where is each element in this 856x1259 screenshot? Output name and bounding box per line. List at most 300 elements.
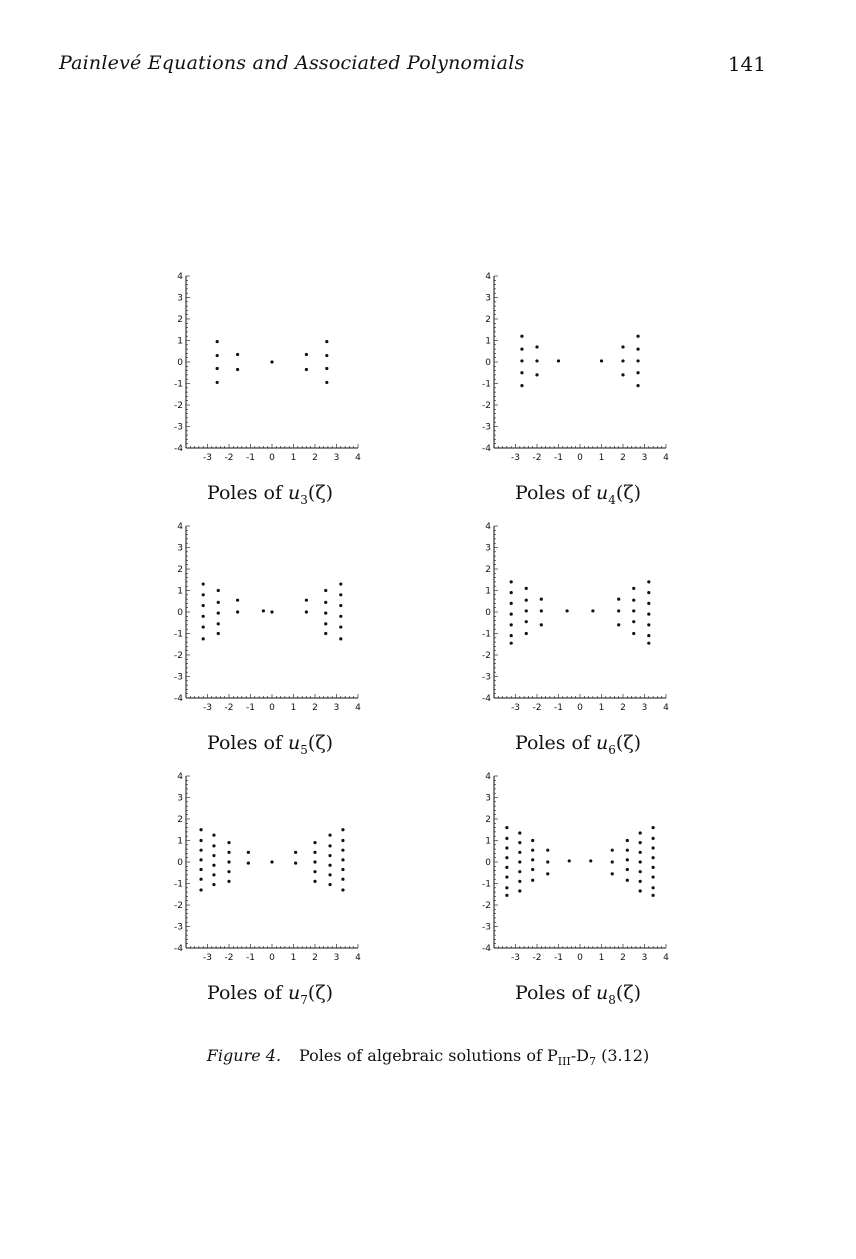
pole-point	[216, 367, 219, 370]
x-tick-label: -3	[511, 453, 520, 463]
pole-point	[313, 870, 316, 873]
pole-point	[236, 353, 239, 356]
pole-point	[325, 354, 328, 357]
figure-label: Figure 4.	[206, 1046, 282, 1065]
x-tick-label: 3	[333, 453, 340, 463]
pole-point	[324, 601, 327, 604]
pole-plot-u7	[170, 770, 370, 1020]
pole-point	[202, 637, 205, 640]
pole-point	[626, 858, 629, 861]
pole-point	[535, 345, 538, 348]
y-tick-label: 4	[177, 272, 183, 282]
x-tick-label: -2	[532, 703, 542, 713]
pole-point	[520, 359, 523, 362]
x-tick-label: 4	[355, 453, 361, 463]
pole-point	[227, 851, 230, 854]
pole-point	[632, 609, 635, 612]
x-tick-label: -1	[554, 953, 563, 963]
pole-point	[632, 632, 635, 635]
pole-point	[505, 894, 508, 897]
y-tick-label: -3	[174, 672, 183, 683]
x-tick-label: 0	[577, 703, 583, 713]
x-tick-label: -2	[532, 953, 542, 963]
y-tick-label: -4	[482, 944, 491, 954]
pole-point	[636, 348, 639, 351]
pole-point	[328, 844, 331, 847]
x-tick-label: 0	[577, 953, 583, 963]
pole-point	[520, 384, 523, 387]
pole-plot-u3	[170, 270, 370, 520]
x-tick-label: -2	[532, 453, 542, 463]
y-tick-label: -1	[482, 379, 491, 390]
pole-point	[199, 849, 202, 852]
x-tick-label: 2	[312, 953, 318, 963]
pole-point	[639, 841, 642, 844]
pole-point	[621, 359, 624, 362]
y-tick-label: 2	[177, 815, 183, 825]
pole-point	[531, 849, 534, 852]
x-tick-label: -2	[224, 703, 234, 713]
x-tick-label: 1	[290, 453, 297, 463]
pole-point	[652, 894, 655, 897]
pole-point	[217, 622, 220, 625]
pole-point	[632, 587, 635, 590]
x-tick-label: 4	[663, 953, 669, 963]
pole-point	[652, 875, 655, 878]
y-tick-label: -4	[174, 444, 183, 454]
pole-point	[313, 880, 316, 883]
pole-point	[227, 870, 230, 873]
pole-point	[202, 615, 205, 618]
plot-caption: Poles of $u_5(\zeta)$	[206, 732, 334, 757]
pole-point	[531, 858, 534, 861]
x-tick-label: -2	[224, 453, 234, 463]
plot-caption: Poles of $u_7(\zeta)$	[206, 982, 334, 1007]
x-tick-label: 3	[333, 703, 340, 713]
x-tick-label: 2	[620, 703, 626, 713]
pole-point	[199, 878, 202, 881]
pole-point	[647, 642, 650, 645]
y-tick-label: -2	[482, 401, 491, 411]
y-tick-label: 3	[485, 793, 491, 804]
x-tick-label: 0	[269, 703, 275, 713]
pole-point	[339, 625, 342, 628]
pole-point	[617, 609, 620, 612]
pole-point	[518, 841, 521, 844]
y-tick-label: -2	[482, 901, 491, 911]
pole-point	[520, 335, 523, 338]
pole-point	[313, 860, 316, 863]
pole-point	[505, 866, 508, 869]
pole-point	[341, 868, 344, 871]
y-tick-label: -1	[482, 879, 491, 890]
pole-point	[324, 589, 327, 592]
pole-point	[557, 359, 560, 362]
pole-point	[617, 623, 620, 626]
pole-plot-u6	[478, 520, 678, 770]
pole-point	[518, 831, 521, 834]
y-tick-label: 0	[177, 358, 183, 368]
pole-point	[247, 851, 250, 854]
x-tick-label: 2	[312, 703, 318, 713]
pole-point	[600, 359, 603, 362]
pole-point	[535, 359, 538, 362]
pole-point	[202, 593, 205, 596]
pole-point	[621, 345, 624, 348]
pole-point	[262, 609, 265, 612]
pole-point	[540, 598, 543, 601]
y-tick-label: 3	[485, 293, 491, 304]
y-tick-label: 4	[177, 522, 183, 532]
pole-point	[212, 834, 215, 837]
y-tick-label: 2	[485, 315, 491, 325]
y-tick-label: -3	[174, 422, 183, 433]
scatter-plot	[478, 270, 678, 470]
pole-point	[313, 851, 316, 854]
pole-point	[520, 371, 523, 374]
pole-point	[510, 602, 513, 605]
pole-point	[510, 591, 513, 594]
x-tick-label: 3	[641, 453, 648, 463]
pole-point	[199, 858, 202, 861]
y-tick-label: -4	[174, 944, 183, 954]
x-tick-label: 3	[641, 953, 648, 963]
y-tick-label: 0	[177, 858, 183, 868]
pole-point	[216, 340, 219, 343]
pole-plot-u5	[170, 520, 370, 770]
plot-caption: Poles of $u_6(\zeta)$	[514, 732, 642, 757]
pole-point	[510, 580, 513, 583]
y-tick-label: -2	[482, 651, 491, 661]
pole-point	[339, 582, 342, 585]
y-tick-label: 2	[485, 565, 491, 575]
pole-point	[341, 888, 344, 891]
pole-point	[518, 860, 521, 863]
y-tick-label: -1	[174, 379, 183, 390]
pole-point	[325, 381, 328, 384]
pole-point	[217, 589, 220, 592]
x-tick-label: -1	[246, 703, 255, 713]
x-tick-label: 0	[269, 453, 275, 463]
pole-point	[217, 601, 220, 604]
pole-point	[639, 860, 642, 863]
pole-point	[652, 866, 655, 869]
pole-point	[520, 348, 523, 351]
pole-point	[339, 593, 342, 596]
pole-point	[566, 609, 569, 612]
pole-point	[632, 620, 635, 623]
x-tick-label: 3	[333, 953, 340, 963]
pole-point	[639, 889, 642, 892]
scatter-plot	[170, 520, 370, 720]
y-tick-label: 0	[485, 858, 491, 868]
pole-point	[324, 622, 327, 625]
pole-point	[647, 580, 650, 583]
y-tick-label: 0	[177, 608, 183, 618]
pole-point	[647, 591, 650, 594]
pole-point	[546, 872, 549, 875]
pole-point	[325, 367, 328, 370]
x-tick-label: -3	[203, 703, 212, 713]
pole-point	[632, 599, 635, 602]
pole-point	[652, 826, 655, 829]
pole-point	[202, 582, 205, 585]
pole-point	[525, 620, 528, 623]
pole-point	[525, 587, 528, 590]
pole-point	[626, 839, 629, 842]
pole-point	[305, 599, 308, 602]
pole-point	[294, 861, 297, 864]
pole-point	[636, 371, 639, 374]
pole-point	[313, 841, 316, 844]
y-tick-label: -4	[174, 694, 183, 704]
pole-point	[227, 880, 230, 883]
pole-point	[328, 883, 331, 886]
pole-point	[339, 637, 342, 640]
x-tick-label: -1	[554, 453, 563, 463]
pole-point	[611, 860, 614, 863]
pole-point	[505, 826, 508, 829]
pole-point	[626, 879, 629, 882]
x-tick-label: -3	[511, 953, 520, 963]
pole-point	[270, 610, 273, 613]
x-tick-label: 1	[598, 703, 605, 713]
y-tick-label: 2	[485, 815, 491, 825]
pole-point	[202, 604, 205, 607]
figure-caption: Figure 4. Poles of algebraic solutions of $P_{III}-D_7$ (3.12)	[206, 1046, 650, 1069]
x-tick-label: -3	[511, 703, 520, 713]
pole-point	[535, 373, 538, 376]
pole-point	[531, 839, 534, 842]
y-tick-label: 2	[177, 565, 183, 575]
pole-point	[341, 858, 344, 861]
y-tick-label: -3	[174, 922, 183, 933]
pole-point	[525, 632, 528, 635]
y-tick-label: 4	[485, 522, 491, 532]
scatter-plot	[478, 770, 678, 970]
x-tick-label: 0	[577, 453, 583, 463]
x-tick-label: 2	[620, 453, 626, 463]
pole-point	[568, 859, 571, 862]
x-tick-label: 4	[663, 703, 669, 713]
x-tick-label: -1	[246, 953, 255, 963]
pole-point	[525, 609, 528, 612]
pole-point	[328, 854, 331, 857]
pole-point	[328, 873, 331, 876]
pole-point	[216, 354, 219, 357]
pole-point	[247, 861, 250, 864]
y-tick-label: -2	[174, 651, 183, 661]
running-title: Painlevé Equations and Associated Polynomials	[59, 52, 525, 74]
pole-point	[510, 642, 513, 645]
plot-caption: Poles of $u_3(\zeta)$	[206, 482, 334, 507]
pole-point	[639, 831, 642, 834]
pole-point	[324, 611, 327, 614]
y-tick-label: 4	[485, 272, 491, 282]
pole-point	[341, 849, 344, 852]
x-tick-label: -1	[554, 703, 563, 713]
pole-point	[328, 864, 331, 867]
pole-point	[510, 634, 513, 637]
pole-point	[636, 359, 639, 362]
x-tick-label: -3	[203, 453, 212, 463]
y-tick-label: 1	[485, 336, 491, 347]
y-tick-label: 2	[177, 315, 183, 325]
pole-point	[505, 886, 508, 889]
pole-point	[341, 828, 344, 831]
pole-point	[339, 604, 342, 607]
pole-point	[639, 870, 642, 873]
pole-point	[639, 880, 642, 883]
x-tick-label: 2	[620, 953, 626, 963]
pole-point	[647, 602, 650, 605]
x-tick-label: -3	[203, 953, 212, 963]
pole-point	[341, 839, 344, 842]
pole-point	[217, 611, 220, 614]
y-tick-label: 4	[485, 772, 491, 782]
x-tick-label: 3	[641, 703, 648, 713]
pole-point	[617, 598, 620, 601]
plot-caption: Poles of $u_8(\zeta)$	[514, 982, 642, 1007]
pole-point	[518, 880, 521, 883]
pole-point	[212, 883, 215, 886]
pole-point	[328, 834, 331, 837]
pole-point	[611, 849, 614, 852]
pole-point	[531, 879, 534, 882]
pole-point	[270, 860, 273, 863]
y-tick-label: 1	[485, 586, 491, 597]
pole-plot-u4	[478, 270, 678, 520]
pole-point	[591, 609, 594, 612]
pole-point	[199, 839, 202, 842]
pole-point	[202, 625, 205, 628]
pole-point	[341, 878, 344, 881]
pole-point	[505, 875, 508, 878]
y-tick-label: -3	[482, 422, 491, 433]
x-tick-label: 4	[355, 703, 361, 713]
y-tick-label: 3	[485, 543, 491, 554]
pole-point	[518, 889, 521, 892]
page-number: 141	[727, 52, 766, 76]
pole-point	[505, 856, 508, 859]
y-tick-label: -2	[174, 901, 183, 911]
pole-point	[589, 859, 592, 862]
pole-point	[505, 837, 508, 840]
pole-point	[510, 623, 513, 626]
pole-point	[647, 634, 650, 637]
x-tick-label: -1	[246, 453, 255, 463]
x-tick-label: 1	[598, 453, 605, 463]
pole-point	[199, 868, 202, 871]
x-tick-label: 2	[312, 453, 318, 463]
pole-point	[540, 623, 543, 626]
y-tick-label: -1	[174, 629, 183, 640]
x-tick-label: 4	[663, 453, 669, 463]
pole-point	[339, 615, 342, 618]
pole-point	[236, 599, 239, 602]
pole-point	[217, 632, 220, 635]
pole-point	[518, 851, 521, 854]
pole-point	[611, 872, 614, 875]
y-tick-label: 3	[177, 793, 183, 804]
y-tick-label: -1	[482, 629, 491, 640]
y-tick-label: 0	[485, 358, 491, 368]
plot-caption: Poles of $u_4(\zeta)$	[514, 482, 642, 507]
pole-point	[212, 844, 215, 847]
pole-point	[324, 632, 327, 635]
pole-point	[647, 613, 650, 616]
pole-point	[212, 854, 215, 857]
pole-point	[325, 340, 328, 343]
pole-point	[652, 856, 655, 859]
x-tick-label: 0	[269, 953, 275, 963]
pole-point	[305, 353, 308, 356]
scatter-plot	[170, 270, 370, 470]
y-tick-label: 1	[177, 586, 183, 597]
pole-point	[199, 828, 202, 831]
pole-point	[636, 335, 639, 338]
x-tick-label: 4	[355, 953, 361, 963]
x-tick-label: 1	[290, 703, 297, 713]
x-tick-label: 1	[290, 953, 297, 963]
pole-point	[227, 860, 230, 863]
pole-point	[505, 846, 508, 849]
pole-point	[639, 851, 642, 854]
pole-point	[525, 599, 528, 602]
pole-point	[227, 841, 230, 844]
y-tick-label: -4	[482, 444, 491, 454]
pole-point	[236, 610, 239, 613]
pole-point	[212, 873, 215, 876]
pole-point	[212, 864, 215, 867]
pole-point	[546, 849, 549, 852]
y-tick-label: -3	[482, 672, 491, 683]
pole-point	[647, 623, 650, 626]
pole-point	[236, 368, 239, 371]
x-tick-label: -2	[224, 953, 234, 963]
y-tick-label: -1	[174, 879, 183, 890]
y-tick-label: 1	[177, 836, 183, 847]
y-tick-label: -2	[174, 401, 183, 411]
y-tick-label: -3	[482, 922, 491, 933]
y-tick-label: 1	[177, 336, 183, 347]
pole-point	[305, 610, 308, 613]
y-tick-label: 0	[485, 608, 491, 618]
pole-point	[626, 849, 629, 852]
pole-point	[216, 381, 219, 384]
pole-point	[510, 613, 513, 616]
pole-point	[305, 368, 308, 371]
pole-point	[636, 384, 639, 387]
pole-point	[531, 868, 534, 871]
pole-point	[540, 609, 543, 612]
pole-point	[626, 868, 629, 871]
pole-point	[199, 888, 202, 891]
x-tick-label: 1	[598, 953, 605, 963]
pole-point	[270, 360, 273, 363]
pole-point	[546, 860, 549, 863]
scatter-plot	[478, 520, 678, 720]
y-tick-label: 4	[177, 772, 183, 782]
pole-point	[294, 851, 297, 854]
y-tick-label: 1	[485, 836, 491, 847]
y-tick-label: 3	[177, 543, 183, 554]
pole-point	[652, 846, 655, 849]
pole-point	[621, 373, 624, 376]
y-tick-label: 3	[177, 293, 183, 304]
pole-point	[518, 870, 521, 873]
pole-point	[652, 837, 655, 840]
